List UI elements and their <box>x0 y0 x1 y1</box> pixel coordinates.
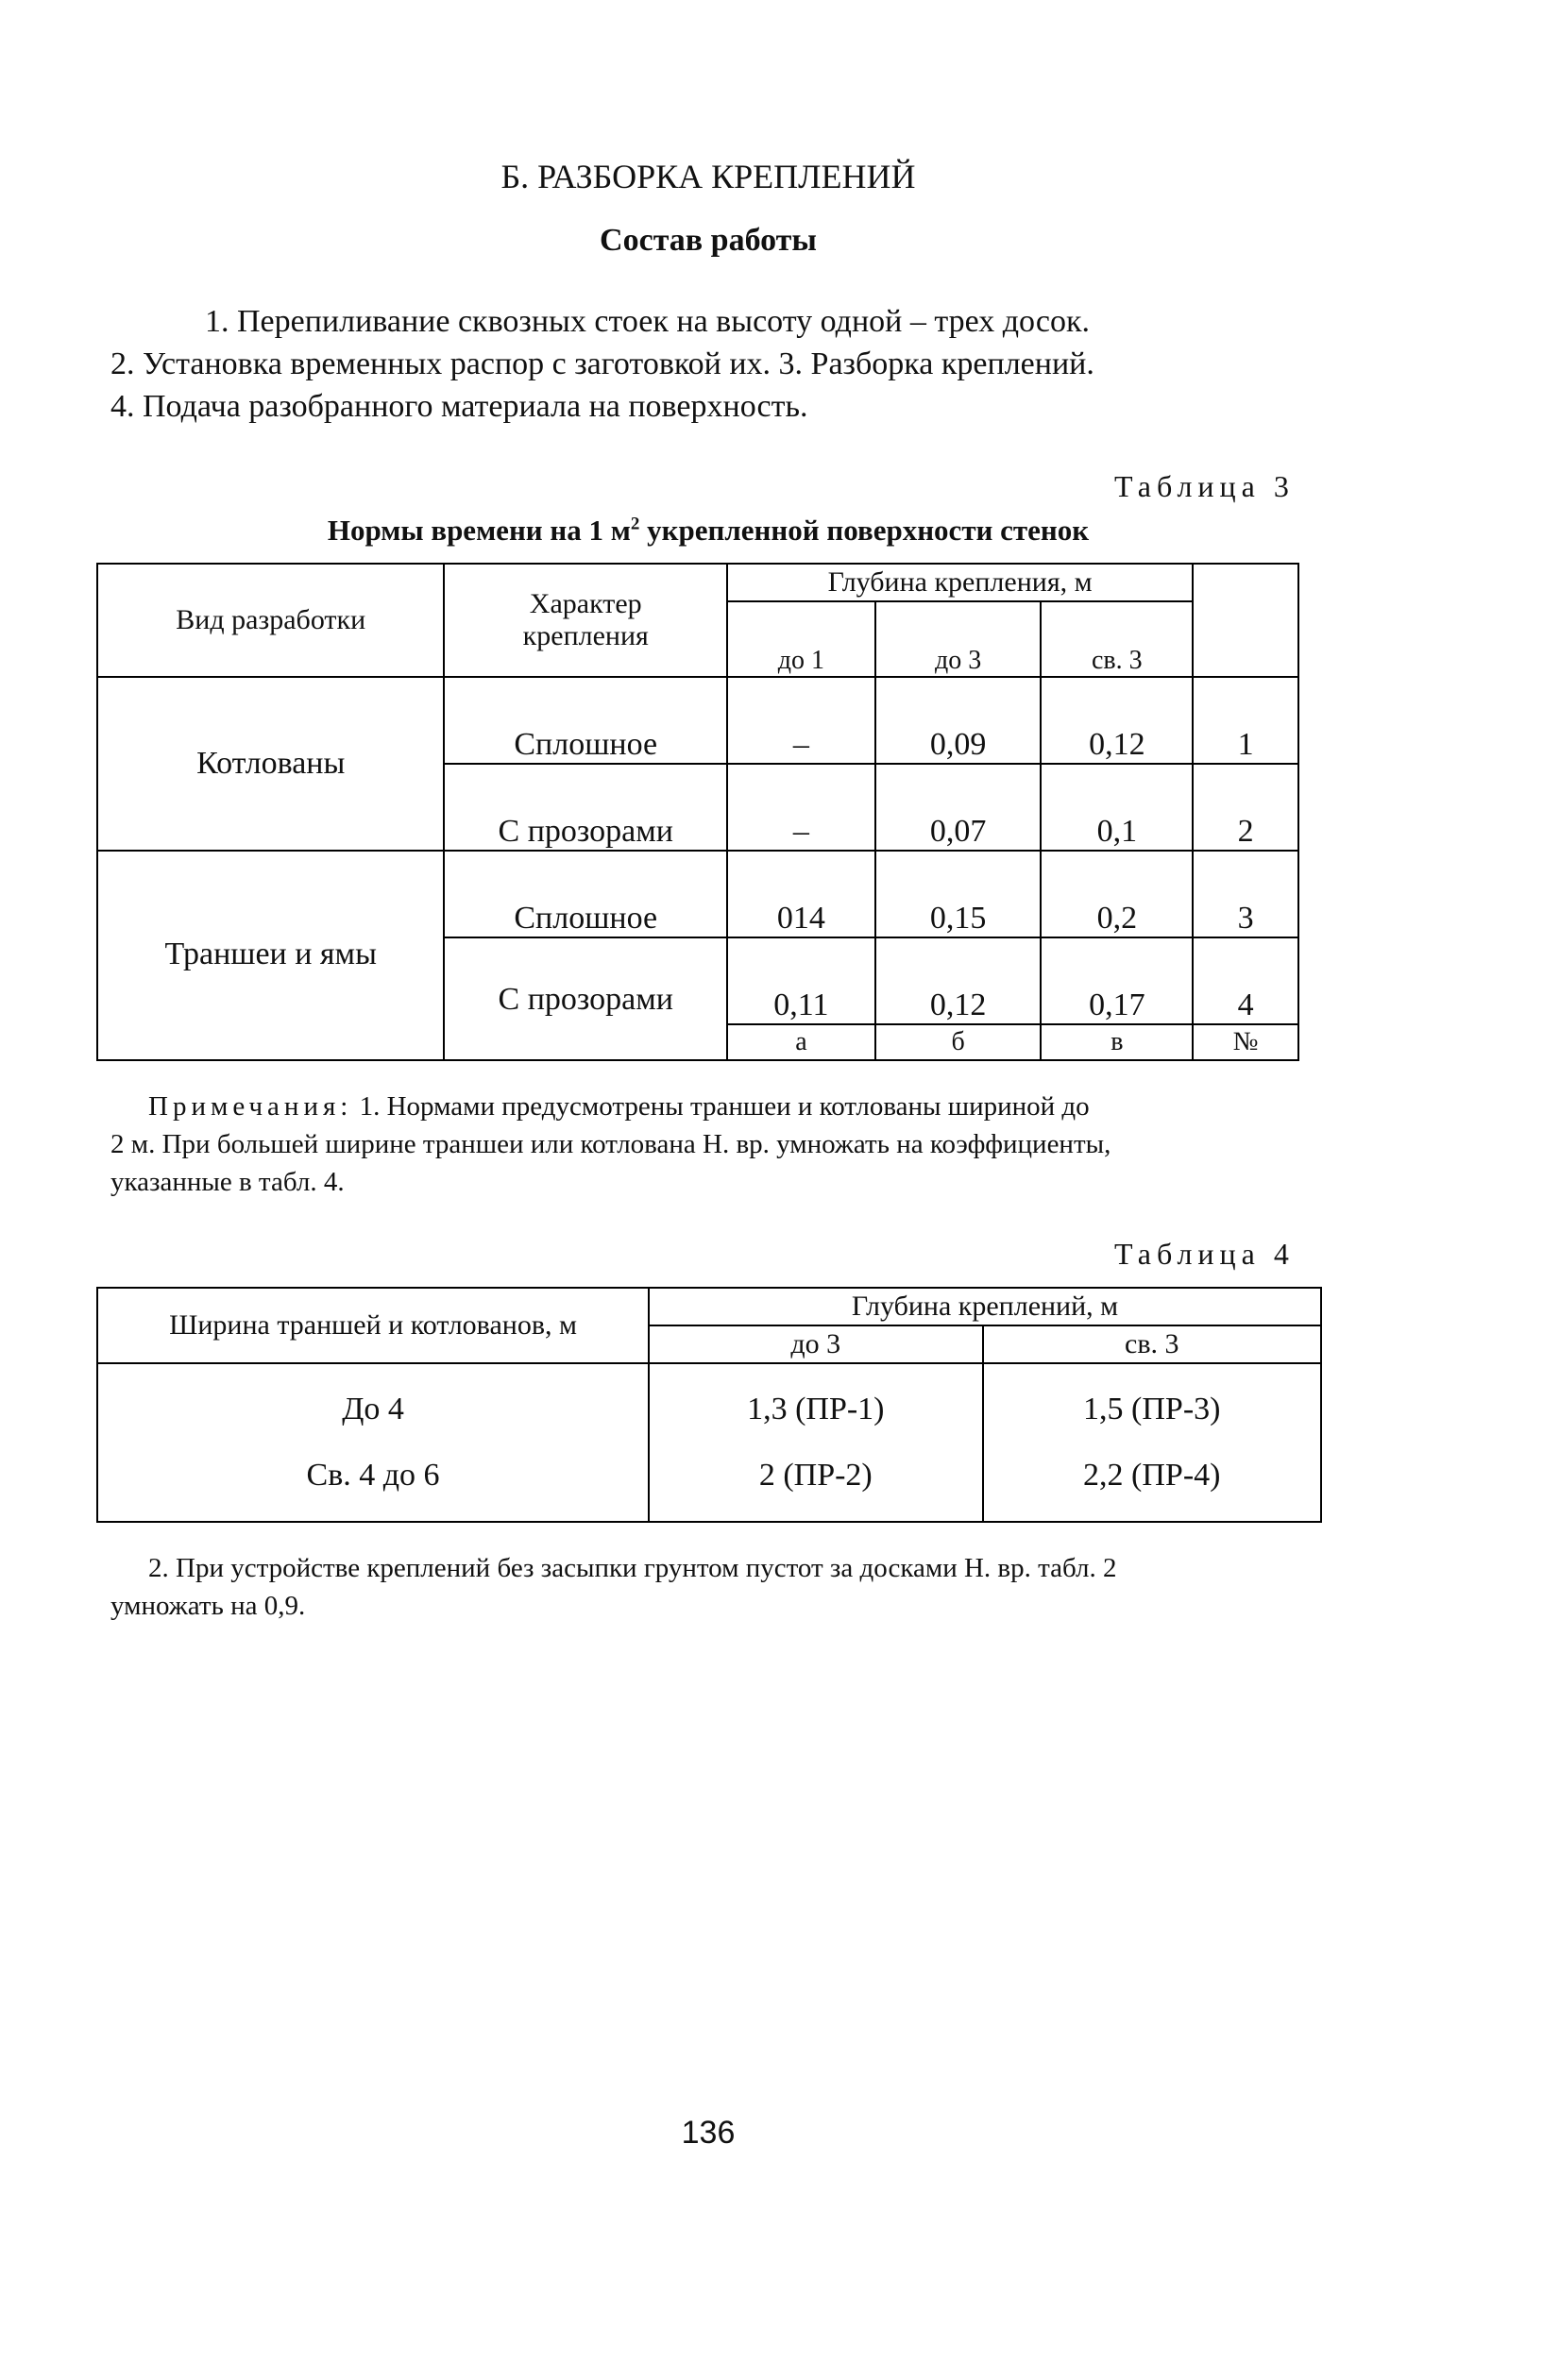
fastening-type-cell: С прозорами <box>444 764 727 851</box>
value-cell: 0,17 <box>1041 937 1193 1024</box>
width-cell <box>97 1363 649 1522</box>
work-step-line-3: 4. Подача разобранного материала на поверхность. <box>110 389 808 424</box>
coefficient-value: 2 (ПР-2) <box>758 1458 873 1493</box>
fastening-type-cell: Сплошное <box>444 677 727 764</box>
note-2-line-1: 2. При устройстве креплений без засыпки грунтом пустот за досками Н. вр. табл. 2 <box>148 1553 1117 1583</box>
header-depth: Глубина креплений, м <box>649 1288 1321 1325</box>
value-cell: 0,09 <box>875 677 1042 764</box>
work-step-line-1: 1. Перепиливание сквозных стоек на высоту одной – трех досок. <box>205 304 1091 339</box>
header-empty <box>1193 564 1298 677</box>
row-number-cell: 1 <box>1193 677 1298 764</box>
width-value: До 4 <box>342 1392 404 1426</box>
note-1-line-3: указанные в табл. 4. <box>110 1167 345 1197</box>
page-number: 136 <box>681 2115 736 2151</box>
header-depth-col: св. 3 <box>1041 601 1193 677</box>
time-norms-table <box>96 563 1299 1061</box>
column-letter-cell: в <box>1041 1024 1193 1060</box>
value-cell: – <box>727 677 875 764</box>
coefficient-cell <box>649 1363 982 1522</box>
row-number-cell: 4 <box>1193 937 1298 1024</box>
header-work-type: Вид разработки <box>97 564 444 677</box>
value-cell: 014 <box>727 851 875 937</box>
header-depth-col: до 1 <box>727 601 875 677</box>
group-name: Траншеи и ямы <box>97 851 444 1060</box>
header-fastening-line1: Характер <box>529 588 642 619</box>
note-1-line-2: 2 м. При большей ширине траншеи или котлована Н. вр. умножать на коэффициенты, <box>110 1129 1111 1159</box>
value-cell: – <box>727 764 875 851</box>
header-depth: Глубина крепления, м <box>727 564 1193 601</box>
coefficient-value: 2,2 (ПР-4) <box>1083 1458 1221 1493</box>
value-cell: 0,11 <box>727 937 875 1024</box>
column-letter-cell: а <box>727 1024 875 1060</box>
work-composition-title: Состав работы <box>600 223 817 258</box>
width-value: Св. 4 до 6 <box>306 1458 440 1493</box>
fastening-type-cell: С прозорами <box>444 937 727 1060</box>
header-depth-col: св. 3 <box>983 1325 1321 1363</box>
header-fastening-type <box>444 564 727 677</box>
note-1-line-1 <box>148 1089 1090 1124</box>
coefficient-cell <box>983 1363 1321 1522</box>
header-depth-col: до 3 <box>649 1325 982 1363</box>
value-cell: 0,07 <box>875 764 1042 851</box>
value-cell: 0,2 <box>1041 851 1193 937</box>
column-letter-cell: б <box>875 1024 1042 1060</box>
table3-caption-text-end: укрепленной поверхности стенок <box>639 514 1090 547</box>
header-fastening-line2: крепления <box>522 620 649 651</box>
note-2-line-2: умножать на 0,9. <box>110 1591 306 1621</box>
notes-label: Примечания: <box>148 1091 353 1122</box>
value-cell: 0,12 <box>875 937 1042 1024</box>
header-width: Ширина траншей и котлованов, м <box>97 1288 649 1363</box>
coefficient-value: 1,3 (ПР-1) <box>747 1392 885 1426</box>
note-1-text: 1. Нормами предусмотрены траншеи и котлованы шириной до <box>352 1091 1090 1122</box>
work-step-line-2: 2. Установка временных распор с заготовкой их. 3. Разборка креплений. <box>110 346 1094 381</box>
fastening-type-cell: Сплошное <box>444 851 727 937</box>
coefficient-value: 1,5 (ПР-3) <box>1083 1392 1221 1426</box>
row-number-cell: 3 <box>1193 851 1298 937</box>
width-coefficients-table <box>96 1287 1322 1523</box>
value-cell: 0,1 <box>1041 764 1193 851</box>
table3-label: Таблица 3 <box>1114 469 1295 503</box>
table4-label: Таблица 4 <box>1114 1237 1295 1271</box>
header-depth-col: до 3 <box>875 601 1042 677</box>
table3-caption-sup: 2 <box>630 514 640 534</box>
table3-caption <box>0 514 1416 548</box>
value-cell: 0,12 <box>1041 677 1193 764</box>
value-cell: 0,15 <box>875 851 1042 937</box>
group-name: Котлованы <box>97 677 444 851</box>
section-title: Б. РАЗБОРКА КРЕПЛЕНИЙ <box>500 158 916 195</box>
table3-caption-text: Нормы времени на 1 м <box>327 514 631 547</box>
column-number-sign-cell: № <box>1193 1024 1298 1060</box>
row-number-cell: 2 <box>1193 764 1298 851</box>
